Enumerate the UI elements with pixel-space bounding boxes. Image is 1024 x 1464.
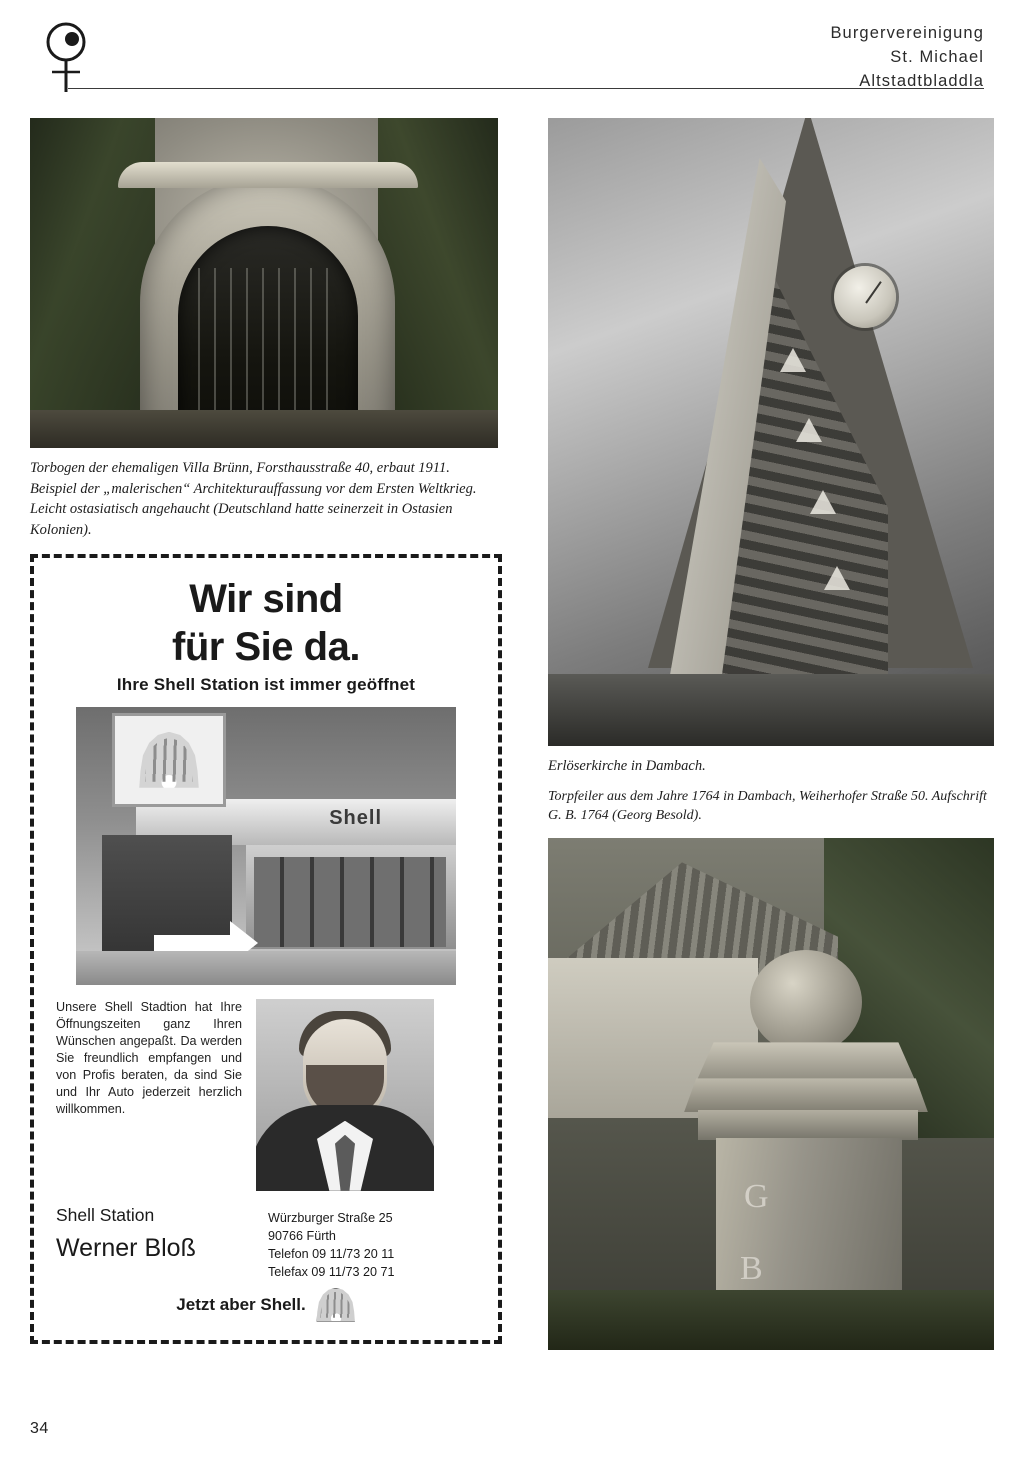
caption-erloeserkirche: Erlöserkirche in Dambach. — [548, 758, 706, 774]
ad-address-street: Würzburger Straße 25 — [268, 1210, 393, 1225]
ad-body-text: Unsere Shell Stadtion hat Ihre Öffnungszeiten ganz Ihren Wünschen angepaßt. Da werden Sie freundlich empfangen und von Profis beraten, da sind Sie und Ihr Auto jederzeit herzlich willkommen. — [56, 999, 242, 1116]
pillar-cap-top — [696, 1042, 916, 1082]
shell-pylon-sign — [112, 713, 226, 807]
masthead — [830, 22, 984, 94]
ad-owner-name: Werner Bloß — [56, 1233, 196, 1262]
photo-shell-tankstelle — [76, 707, 456, 985]
clock-face-icon — [834, 266, 896, 328]
photo-torpfeiler-dambach — [548, 838, 994, 1350]
page-header — [40, 22, 984, 100]
pillar-inscription-lower: B — [740, 1250, 767, 1288]
masthead-line-3: Altstadtbladdla — [859, 71, 984, 90]
arrow-right-icon — [154, 935, 232, 951]
louvre-opening — [796, 418, 822, 442]
ad-headline-line-1: Wir sind — [189, 577, 343, 622]
header-divider — [68, 88, 984, 89]
ad-contact-block — [268, 1205, 395, 1282]
ad-phone: Telefon 09 11/73 20 11 — [268, 1247, 395, 1262]
photo-inhaber-portrait — [256, 999, 434, 1191]
ad-body — [56, 999, 476, 1191]
pillar-sphere — [750, 950, 862, 1054]
page-number: 34 — [30, 1420, 49, 1437]
pillar-inscription-upper: G — [744, 1178, 773, 1216]
ad-address-city: 90766 Fürth — [268, 1228, 336, 1243]
ad-slogan-row — [56, 1288, 476, 1322]
shell-logo-icon — [316, 1288, 356, 1322]
ad-station-block — [56, 1205, 252, 1263]
ad-fax: Telefax 09 11/73 20 71 — [268, 1265, 395, 1280]
pillar-cap-middle — [684, 1078, 928, 1112]
masthead-line-1: Burgervereinigung — [830, 24, 984, 42]
photo-erloeserkirche-dambach — [548, 118, 994, 746]
burgervereinigung-logo — [40, 22, 102, 94]
right-column — [548, 118, 994, 1350]
ad-slogan-text: Jetzt aber Shell. — [176, 1294, 306, 1314]
caption-torbogen: Torbogen der ehemaligen Villa Brünn, Forsthausstraße 40, erbaut 1911. Beispiel der „malerischen“ Architekturauffassung vor dem Ersten Weltkrieg. Leicht ostasiatisch angehaucht (Deutschland hatte seinerzeit in Ostasien Kolonien). — [30, 460, 477, 538]
ad-subheadline: Ihre Shell Station ist immer geöffnet — [116, 674, 416, 694]
arch-cornice — [118, 162, 418, 188]
louvre-opening — [780, 348, 806, 372]
ground — [30, 410, 498, 448]
louvre-opening — [824, 566, 850, 590]
station-sign-text: Shell — [329, 806, 382, 829]
grass — [548, 1290, 994, 1350]
shell-advertisement — [30, 554, 502, 1343]
pillar-cap-lower — [698, 1110, 918, 1140]
church-base — [548, 674, 994, 746]
ad-headline-line-2: für Sie da. — [172, 624, 360, 669]
photo-torbogen-villa-bruenn — [30, 118, 498, 448]
left-column — [30, 118, 498, 1344]
masthead-line-2: St. Michael — [890, 47, 984, 66]
caption-torpfeiler: Torpfeiler aus dem Jahre 1764 in Dambach, Weiherhofer Straße 50. Aufschrift G. B. 1764 (Georg Besold). — [548, 788, 987, 824]
station-shop-windows — [254, 857, 446, 947]
ad-footer — [56, 1205, 476, 1282]
louvre-opening — [810, 490, 836, 514]
ad-station-label: Shell Station — [56, 1204, 155, 1225]
forecourt — [76, 951, 456, 985]
shell-logo-icon — [138, 732, 200, 788]
